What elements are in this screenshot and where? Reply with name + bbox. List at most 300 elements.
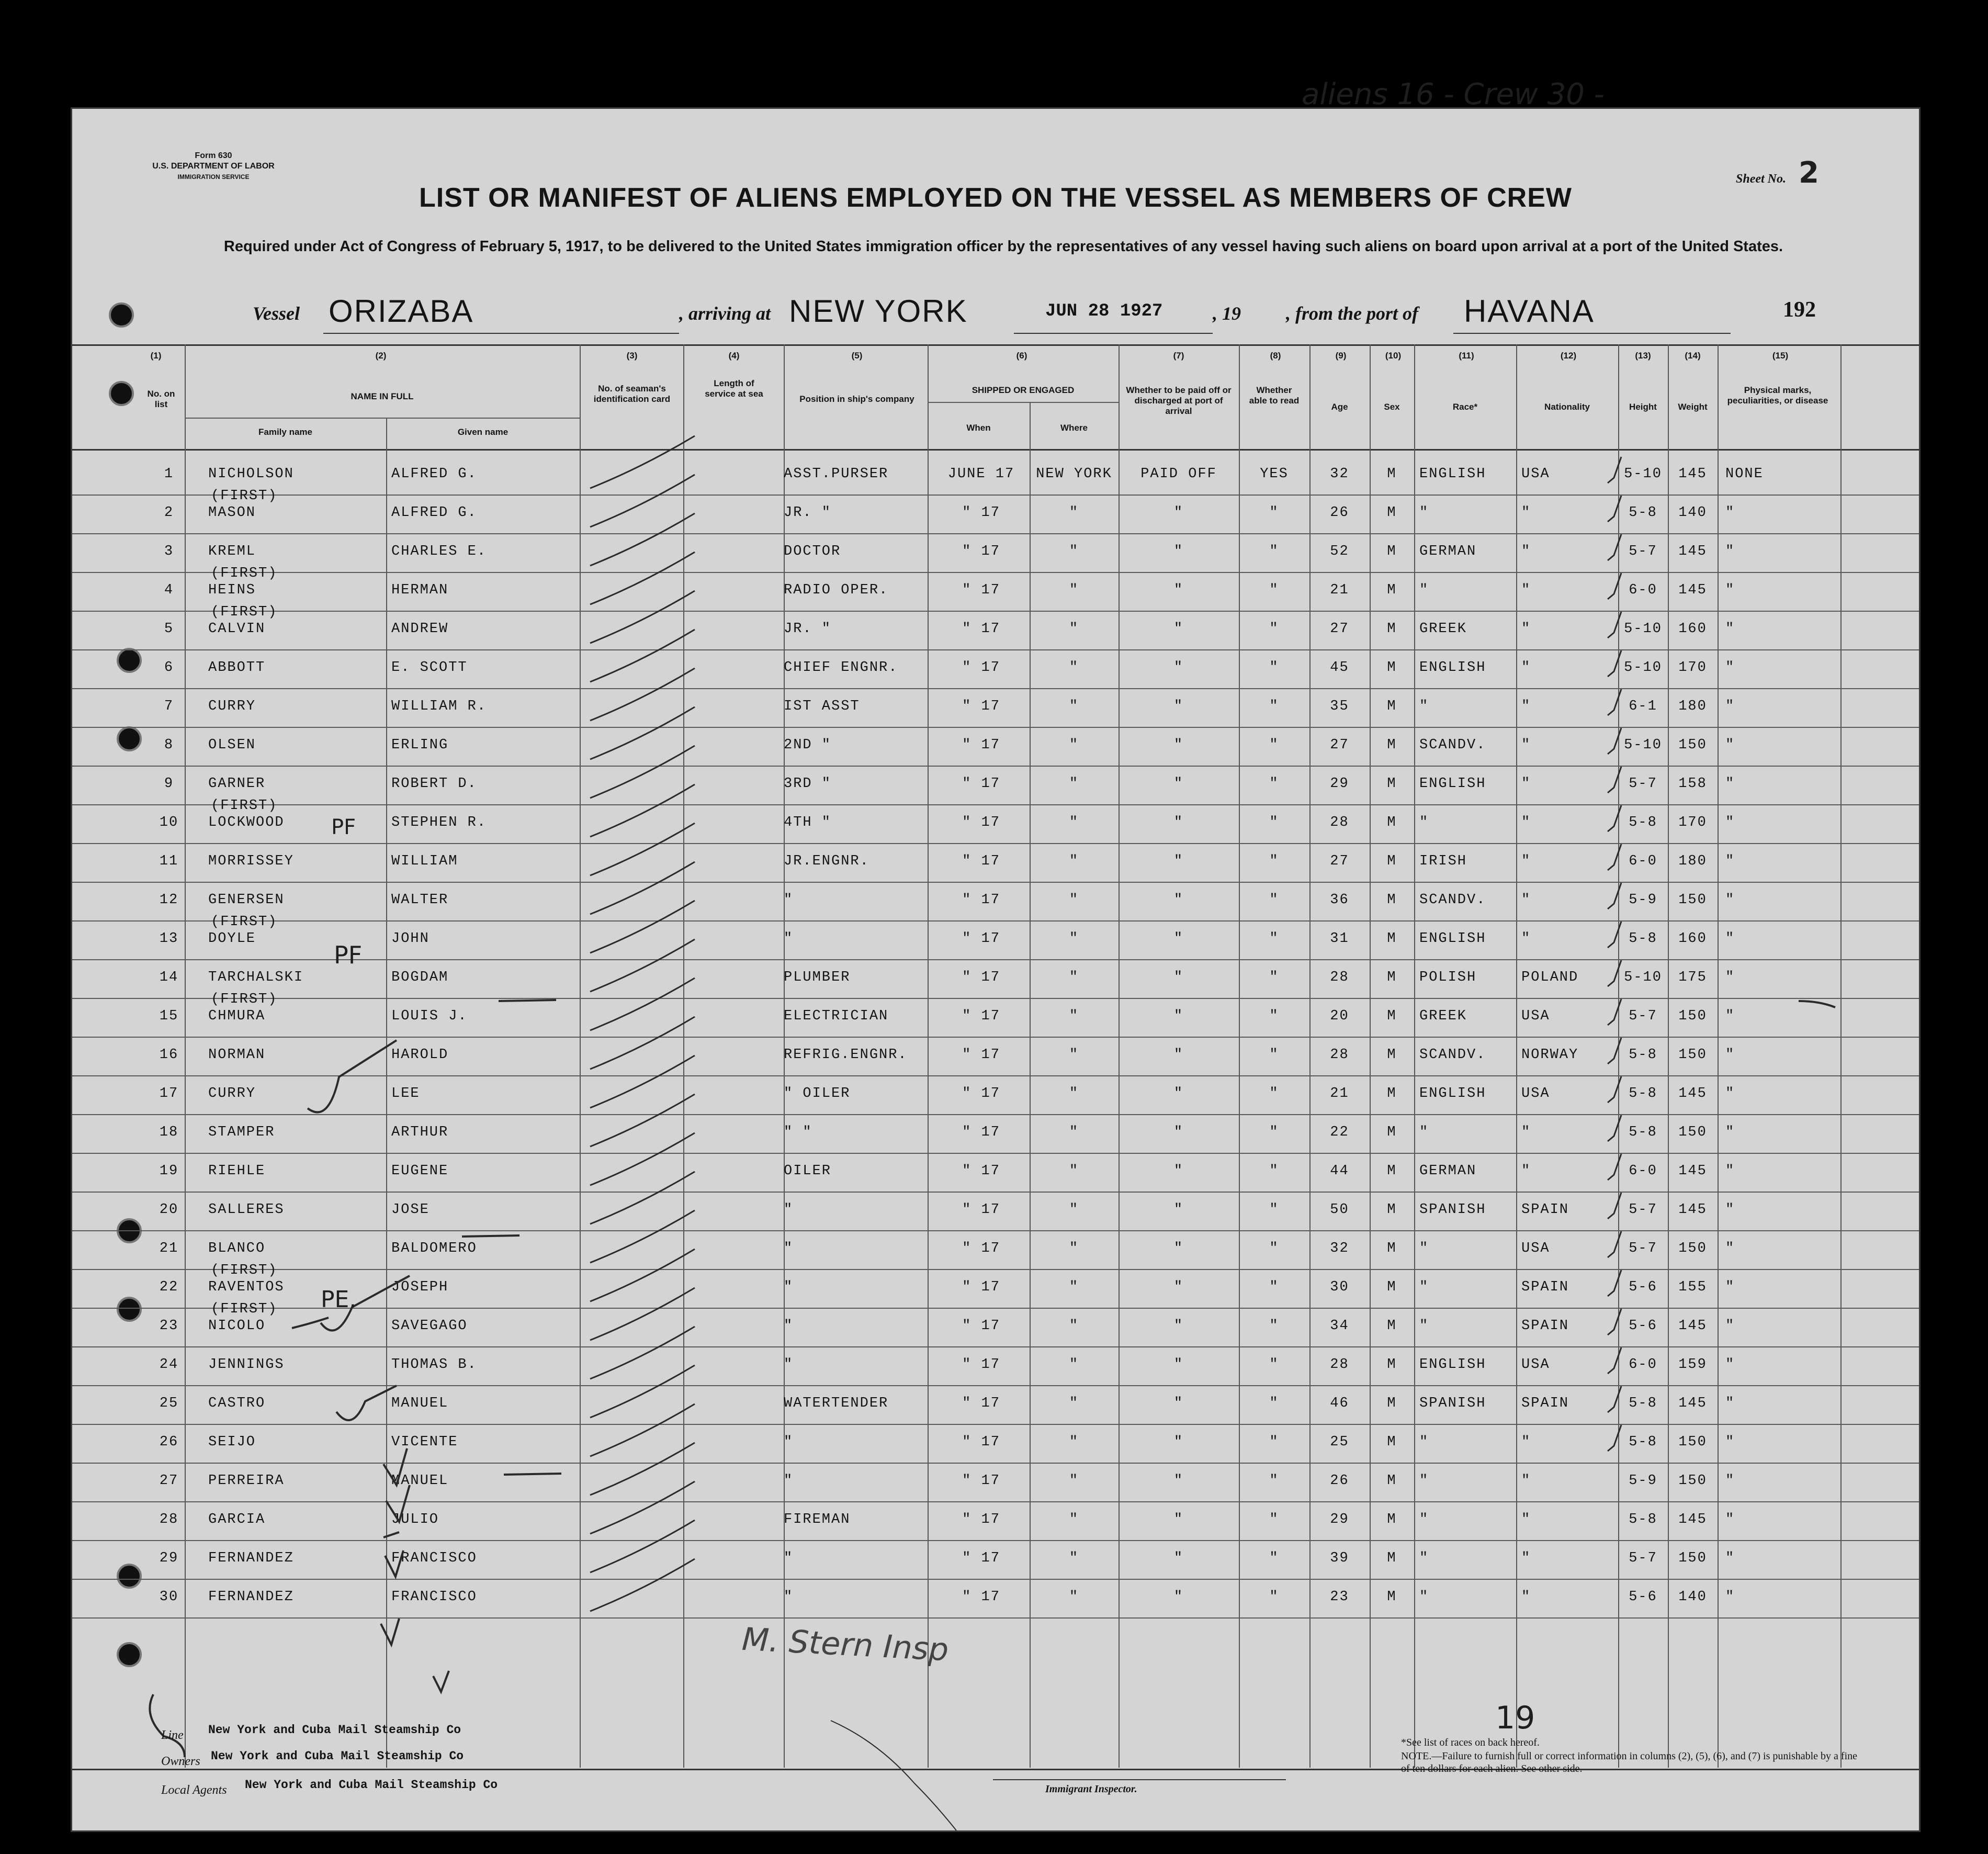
cell-position: WATERTENDER [784,1396,889,1411]
cell-marks: " [1725,1396,1735,1411]
cell-read: " [1269,1396,1279,1411]
cell-no: 26 [159,1434,179,1450]
cell-race: " [1419,1125,1429,1140]
cell-weight: 159 [1678,1357,1707,1373]
cell-paid: " [1173,699,1184,714]
cell-nationality: " [1521,1473,1531,1489]
cell-family: FERNANDEZ [208,1589,294,1605]
cell-age: 52 [1330,544,1349,559]
cell-weight: 140 [1678,505,1707,521]
cell-paid: " [1173,1318,1184,1334]
cell-when: " 17 [962,853,1000,869]
cell-height: 5-10 [1624,737,1662,753]
header-marks: Physical marks, peculiarities, or disease [1727,385,1828,406]
cell-given: STEPHEN R. [391,815,487,830]
line-value: New York and Cuba Mail Steamship Co [208,1723,461,1737]
table-row [72,1301,1919,1347]
cell-race: SCANDV. [1419,737,1486,753]
col-num: (15) [1772,351,1789,361]
cell-position: " [784,1279,794,1295]
cell-age: 22 [1330,1125,1349,1140]
cell-position: ASST.PURSER [784,466,889,482]
cell-paid: " [1173,853,1184,869]
cell-family: GARNER [208,776,266,792]
cell-marks: " [1725,1202,1735,1218]
cell-no: 7 [164,699,174,714]
cell-where: " [1069,660,1079,676]
cell-no: 14 [159,970,179,985]
cell-height: 5-6 [1629,1318,1657,1334]
cell-position: " [784,1241,794,1256]
table-row [72,1425,1919,1464]
cell-weight: 145 [1678,466,1707,482]
cell-weight: 155 [1678,1279,1707,1295]
cell-sex: M [1387,1279,1397,1295]
from-underline [1453,333,1731,334]
cell-sex: M [1387,776,1397,792]
top-note: aliens 16 - Crew 30 - [1302,77,1605,111]
cell-height: 5-8 [1629,1086,1657,1102]
cell-position: " [784,1589,794,1605]
cell-read: " [1269,737,1279,753]
table-row [72,1076,1919,1115]
cell-given: ANDREW [391,621,449,637]
cell-sex: M [1387,1396,1397,1411]
cell-age: 36 [1330,892,1349,908]
cell-where: " [1069,776,1079,792]
cell-height: 5-7 [1629,1202,1657,1218]
col-num: (7) [1173,351,1184,361]
cell-no: 20 [159,1202,179,1218]
cell-family: RAVENTOS [208,1279,285,1295]
cell-nationality: " [1521,1434,1531,1450]
cell-height: 5-10 [1624,660,1662,676]
table-row [72,689,1919,728]
penalty-note: NOTE.—Failure to furnish full or correct information in columns (2), (5), (6), and (7) is punishable by a fine of ten dollars for each alien. See other side. [1401,1750,1858,1774]
cell-nationality: USA [1521,1008,1550,1024]
header-sex: Sex [1384,402,1400,412]
cell-race: GREEK [1419,1008,1467,1024]
cell-read: " [1269,1202,1279,1218]
cell-position: " [784,892,794,908]
first-trip-note: (FIRST) [211,914,278,930]
cell-given: WALTER [391,892,449,908]
annotation-pe: PE. [321,1286,357,1313]
cell-race: " [1419,1241,1429,1256]
cell-age: 23 [1330,1589,1349,1605]
cell-marks: " [1725,970,1735,985]
cell-position: PLUMBER [784,970,851,985]
cell-when: " 17 [962,1047,1000,1063]
cell-marks: " [1725,660,1735,676]
cell-read: YES [1260,466,1289,482]
cell-age: 29 [1330,776,1349,792]
date-stamp: JUN 28 1927 [1045,301,1163,321]
cell-age: 46 [1330,1396,1349,1411]
cell-no: 10 [159,815,179,830]
table-row [72,457,1919,496]
col-num: (9) [1335,351,1347,361]
cell-age: 32 [1330,1241,1349,1256]
cell-position: JR. " [784,505,832,521]
cell-read: " [1269,815,1279,830]
cell-height: 5-7 [1629,1241,1657,1256]
cell-height: 6-0 [1629,1163,1657,1179]
cell-when: " 17 [962,1163,1000,1179]
cell-when: " 17 [962,815,1000,830]
cell-where: " [1069,1125,1079,1140]
cell-paid: " [1173,1550,1184,1566]
cell-race: " [1419,1279,1429,1295]
cell-weight: 145 [1678,1202,1707,1218]
cell-given: FRANCISCO [391,1550,477,1566]
sheet-label: Sheet No. [1736,172,1786,186]
cell-family: BLANCO [208,1241,266,1256]
cell-weight: 150 [1678,1550,1707,1566]
cell-sex: M [1387,699,1397,714]
cell-when: " 17 [962,1396,1000,1411]
cell-nationality: " [1521,737,1531,753]
first-trip-note: (FIRST) [211,992,278,1007]
cell-paid: " [1173,1396,1184,1411]
table-row [72,534,1919,573]
cell-family: NICHOLSON [208,466,294,482]
cell-given: FRANCISCO [391,1589,477,1605]
name-subrule [185,418,580,419]
cell-nationality: USA [1521,466,1550,482]
header-position: Position in ship's company [799,394,914,404]
cell-no: 12 [159,892,179,908]
cell-marks: " [1725,1512,1735,1527]
cell-height: 5-7 [1629,1008,1657,1024]
cell-where: " [1069,853,1079,869]
cell-paid: " [1173,1357,1184,1373]
cell-height: 6-0 [1629,1357,1657,1373]
cell-read: " [1269,699,1279,714]
table-row [72,1193,1919,1231]
cell-race: ENGLISH [1419,776,1486,792]
from-label: , from the port of [1286,303,1419,324]
cell-race: ENGLISH [1419,466,1486,482]
cell-weight: 145 [1678,544,1707,559]
cell-age: 44 [1330,1163,1349,1179]
row-rule [72,1617,1919,1619]
cell-given: HERMAN [391,582,449,598]
cell-position: ELECTRICIAN [784,1008,889,1024]
cell-height: 5-10 [1624,466,1662,482]
cell-nationality: " [1521,931,1531,947]
cell-family: MORRISSEY [208,853,294,869]
cell-marks: " [1725,1357,1735,1373]
cell-where: " [1069,1550,1079,1566]
cell-given: BALDOMERO [391,1241,477,1256]
cell-family: NICOLO [208,1318,266,1334]
cell-where: " [1069,737,1079,753]
cell-height: 5-7 [1629,544,1657,559]
cell-read: " [1269,931,1279,947]
cell-sex: M [1387,931,1397,947]
cell-given: EUGENE [391,1163,449,1179]
cell-position: " [784,1357,794,1373]
department-name: U.S. DEPARTMENT OF LABOR [152,162,275,171]
table-row [72,1464,1919,1502]
cell-sex: M [1387,1318,1397,1334]
cell-race: GERMAN [1419,1163,1477,1179]
cell-where: " [1069,621,1079,637]
cell-age: 28 [1330,1047,1349,1063]
cell-weight: 145 [1678,582,1707,598]
cell-weight: 160 [1678,931,1707,947]
cell-given: ALFRED G. [391,505,477,521]
cell-paid: " [1173,776,1184,792]
cell-nationality: " [1521,582,1531,598]
cell-when: " 17 [962,1550,1000,1566]
cell-when: " 17 [962,1241,1000,1256]
cell-weight: 140 [1678,1589,1707,1605]
cell-paid: " [1173,931,1184,947]
first-trip-note: (FIRST) [211,488,278,504]
cell-nationality: POLAND [1521,970,1579,985]
cell-age: 30 [1330,1279,1349,1295]
cell-read: " [1269,776,1279,792]
header-age: Age [1331,402,1348,412]
cell-where: " [1069,1008,1079,1024]
cell-weight: 160 [1678,621,1707,637]
col-num: (8) [1270,351,1281,361]
cell-read: " [1269,1550,1279,1566]
cell-height: 6-1 [1629,699,1657,714]
cell-race: " [1419,699,1429,714]
cell-where: " [1069,892,1079,908]
table-row [72,1502,1919,1541]
cell-given: THOMAS B. [391,1357,477,1373]
cell-position: 3RD " [784,776,832,792]
cell-given: SAVEGAGO [391,1318,468,1334]
cell-family: KREML [208,544,256,559]
cell-no: 6 [164,660,174,676]
cell-age: 27 [1330,621,1349,637]
cell-paid: " [1173,1473,1184,1489]
cell-sex: M [1387,466,1397,482]
cell-no: 23 [159,1318,179,1334]
cell-marks: " [1725,582,1735,598]
cell-no: 27 [159,1473,179,1489]
cell-nationality: " [1521,699,1531,714]
cell-family: DOYLE [208,931,256,947]
cell-sex: M [1387,970,1397,985]
cell-age: 26 [1330,1473,1349,1489]
header-given: Given name [457,427,509,437]
cell-weight: 180 [1678,699,1707,714]
col-num: (11) [1459,351,1474,361]
cell-read: " [1269,1047,1279,1063]
cell-sex: M [1387,582,1397,598]
table-row [72,1038,1919,1076]
cell-height: 6-0 [1629,582,1657,598]
cell-family: NORMAN [208,1047,266,1063]
cell-marks: " [1725,1589,1735,1605]
inspector-signature: M. Stern Insp [741,1621,950,1669]
cell-where: " [1069,970,1079,985]
cell-given: VICENTE [391,1434,458,1450]
cell-given: BOGDAM [391,970,449,985]
cell-nationality: USA [1521,1241,1550,1256]
cell-nationality: " [1521,1512,1531,1527]
cell-nationality: USA [1521,1086,1550,1102]
cell-paid: " [1173,1086,1184,1102]
cell-paid: " [1173,1047,1184,1063]
cell-race: " [1419,582,1429,598]
cell-marks: " [1725,1008,1735,1024]
table-row [72,1231,1919,1270]
page-title: LIST OR MANIFEST OF ALIENS EMPLOYED ON THE VESSEL AS MEMBERS OF CREW [419,183,1572,213]
cell-race: SCANDV. [1419,892,1486,908]
table-row [72,1386,1919,1425]
service-name: IMMIGRATION SERVICE [177,173,250,181]
cell-nationality: SPAIN [1521,1318,1569,1334]
cell-read: " [1269,1589,1279,1605]
cell-weight: 158 [1678,776,1707,792]
cell-no: 13 [159,931,179,947]
cell-no: 17 [159,1086,179,1102]
cell-nationality: " [1521,505,1531,521]
cell-height: 5-8 [1629,1396,1657,1411]
cell-position: " [784,1473,794,1489]
table-row [72,650,1919,689]
cell-where: " [1069,1279,1079,1295]
cell-given: MANUEL [391,1396,449,1411]
cell-given: ARTHUR [391,1125,449,1140]
cell-read: " [1269,1434,1279,1450]
cell-race: " [1419,1589,1429,1605]
table-top-rule [72,344,1919,346]
cell-sex: M [1387,1086,1397,1102]
owners-label: Owners [161,1755,200,1768]
cell-race: " [1419,505,1429,521]
header-card: No. of seaman's identification card [593,384,671,404]
cell-when: " 17 [962,1318,1000,1334]
cell-when: " 17 [962,892,1000,908]
cell-age: 39 [1330,1550,1349,1566]
cell-sex: M [1387,892,1397,908]
cell-where: " [1069,931,1079,947]
cell-sex: M [1387,853,1397,869]
cell-marks: " [1725,544,1735,559]
cell-age: 34 [1330,1318,1349,1334]
cell-marks: " [1725,1434,1735,1450]
cell-paid: " [1173,1241,1184,1256]
cell-paid: " [1173,1279,1184,1295]
cell-nationality: " [1521,660,1531,676]
sheet-value: 2 [1799,156,1819,190]
cell-no: 29 [159,1550,179,1566]
header-race: Race* [1452,402,1478,412]
cell-race: " [1419,1473,1429,1489]
cell-family: CURRY [208,699,256,714]
cell-given: JULIO [391,1512,439,1527]
cell-weight: 150 [1678,1008,1707,1024]
cell-marks: " [1725,1473,1735,1489]
cell-race: SPANISH [1419,1202,1486,1218]
cell-family: RIEHLE [208,1163,266,1179]
cell-age: 28 [1330,970,1349,985]
cell-paid: " [1173,737,1184,753]
cell-given: WILLIAM [391,853,458,869]
cell-sex: M [1387,660,1397,676]
cell-race: " [1419,1434,1429,1450]
cell-where: " [1069,1473,1079,1489]
cell-height: 5-7 [1629,1550,1657,1566]
cell-when: " 17 [962,1008,1000,1024]
cell-given: MANUEL [391,1473,449,1489]
cell-marks: " [1725,737,1735,753]
cell-sex: M [1387,1589,1397,1605]
cell-marks: " [1725,931,1735,947]
cell-no: 19 [159,1163,179,1179]
cell-nationality: " [1521,815,1531,830]
cell-nationality: " [1521,544,1531,559]
cell-where: " [1069,1318,1079,1334]
cell-weight: 150 [1678,892,1707,908]
cell-age: 28 [1330,815,1349,830]
cell-weight: 145 [1678,1512,1707,1527]
cell-marks: " [1725,621,1735,637]
cell-when: JUNE 17 [947,466,1015,482]
cell-height: 5-8 [1629,505,1657,521]
owners-value: New York and Cuba Mail Steamship Co [211,1749,464,1763]
cell-family: HEINS [208,582,256,598]
header-name: NAME IN FULL [351,391,414,401]
header-family: Family name [258,427,312,437]
col-num: (2) [375,351,387,361]
cell-read: " [1269,970,1279,985]
cell-sex: M [1387,505,1397,521]
cell-family: FERNANDEZ [208,1550,294,1566]
inspector-rule [993,1779,1286,1780]
cell-position: JR.ENGNR. [784,853,869,869]
cell-marks: NONE [1725,466,1764,482]
cell-paid: " [1173,970,1184,985]
cell-sex: M [1387,1357,1397,1373]
cell-where: " [1069,1241,1079,1256]
cell-age: 27 [1330,737,1349,753]
cell-given: JOHN [391,931,430,947]
col-num: (13) [1635,351,1651,361]
departure-port: HAVANA [1464,294,1595,329]
cell-no: 28 [159,1512,179,1527]
cell-read: " [1269,1473,1279,1489]
cell-paid: " [1173,1434,1184,1450]
cell-paid: " [1173,544,1184,559]
cell-family: CALVIN [208,621,266,637]
cell-family: SEIJO [208,1434,256,1450]
cell-read: " [1269,660,1279,676]
cell-family: STAMPER [208,1125,275,1140]
cell-read: " [1269,1318,1279,1334]
cell-given: LEE [391,1086,420,1102]
cell-position: " [784,1318,794,1334]
cell-race: GERMAN [1419,544,1477,559]
table-row [72,1347,1919,1386]
cell-read: " [1269,1008,1279,1024]
year-suffix: 192 [1783,298,1816,322]
header-height: Height [1629,402,1657,412]
header-read: Whether able to read [1249,385,1300,406]
cell-race: " [1419,1512,1429,1527]
cell-age: 26 [1330,505,1349,521]
cell-where: " [1069,1512,1079,1527]
table-row [72,1580,1919,1619]
